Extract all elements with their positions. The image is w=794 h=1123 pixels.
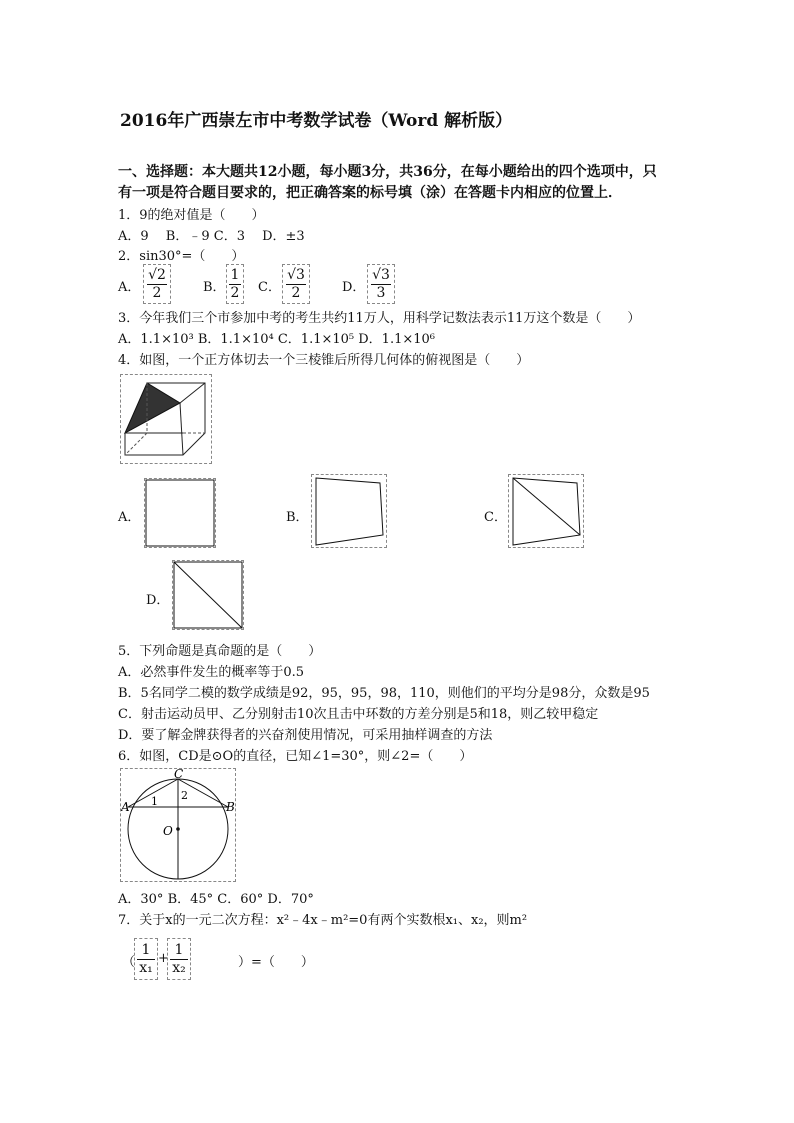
q6-circle-figure bbox=[120, 768, 236, 882]
q5-option-b: B．5名同学二模的数学成绩是92，95，95，98，110，则他们的平均分是98分，众数是95 bbox=[118, 686, 650, 701]
q1-options: A．9 B．﹣9 C．3 D．±3 bbox=[118, 229, 305, 244]
denominator: 2 bbox=[152, 284, 162, 301]
q3-stem: 3．今年我们三个市参加中考的考生共约11万人，用科学记数法表示11万这个数是（ ） bbox=[118, 311, 641, 326]
page-title: 2016年广西崇左市中考数学试卷（Word 解析版） bbox=[120, 111, 513, 131]
q1-stem: 1．9的绝对值是（ ） bbox=[118, 208, 265, 223]
q4-option-label-b: B． bbox=[286, 510, 309, 525]
numerator: √3 bbox=[287, 266, 305, 283]
section-header-line1: 一、选择题：本大题共12小题，每小题3分，共36分，在每小题给出的四个选项中，只 bbox=[118, 164, 657, 180]
q7-open-paren: （ bbox=[122, 955, 136, 970]
q2-option-label-b: B． bbox=[203, 280, 226, 295]
q2-option-label-c: C． bbox=[258, 280, 281, 295]
q2-fraction-d bbox=[367, 264, 395, 304]
section-header-line2: 有一项是符合题目要求的，把正确答案的标号填（涂）在答题卡内相应的位置上． bbox=[118, 185, 622, 201]
point-b-label: B bbox=[226, 800, 235, 814]
q6-stem: 6．如图，CD是⊙O的直径，已知∠1=30°，则∠2=（ ） bbox=[118, 749, 473, 764]
angle-1-label: 1 bbox=[151, 795, 158, 808]
numerator: 1 bbox=[141, 941, 151, 958]
point-c-label: C bbox=[174, 769, 184, 781]
q4-cube-figure bbox=[120, 374, 212, 464]
q2-option-label-d: D． bbox=[342, 280, 366, 295]
q2-fraction-c bbox=[282, 264, 310, 304]
q7-fraction-1 bbox=[134, 938, 158, 980]
q7-stem: 7．关于x的一元二次方程：x²﹣4x﹣m²=0有两个实数根x₁、x₂，则m² bbox=[118, 913, 528, 928]
q7-fraction-2 bbox=[167, 938, 191, 980]
q4-option-c-figure bbox=[508, 474, 584, 548]
numerator: 1 bbox=[230, 266, 240, 283]
point-o-label: O bbox=[163, 824, 173, 838]
q4-option-d-figure bbox=[172, 560, 244, 630]
q2-fraction-b bbox=[226, 264, 244, 304]
q7-tail: ）=（ ） bbox=[238, 955, 314, 970]
denominator: 2 bbox=[291, 284, 301, 301]
q4-stem: 4．如图，一个正方体切去一个三棱锥后所得几何体的俯视图是（ ） bbox=[118, 353, 530, 368]
q2-option-label-a: A． bbox=[118, 280, 141, 295]
q6-options: A．30° B．45° C．60° D．70° bbox=[118, 892, 314, 907]
numerator: 1 bbox=[174, 941, 184, 958]
q4-option-label-c: C． bbox=[484, 510, 507, 525]
q5-option-d: D．要了解金牌获得者的兴奋剂使用情况，可采用抽样调查的方法 bbox=[118, 728, 493, 743]
q2-stem: 2．sin30°=（ ） bbox=[118, 249, 245, 264]
q4-option-label-a: A． bbox=[118, 510, 141, 525]
q4-option-b-figure bbox=[311, 474, 387, 548]
q4-option-label-d: D． bbox=[146, 593, 170, 608]
denominator: 3 bbox=[376, 284, 386, 301]
q5-option-a: A．必然事件发生的概率等于0.5 bbox=[118, 665, 305, 680]
q7-plus: + bbox=[158, 951, 169, 966]
q4-option-a-figure bbox=[144, 478, 216, 548]
angle-2-label: 2 bbox=[181, 789, 188, 802]
q5-stem: 5．下列命题是真命题的是（ ） bbox=[118, 644, 322, 659]
denominator: x₂ bbox=[172, 959, 186, 976]
denominator: x₁ bbox=[139, 959, 153, 976]
q2-fraction-a bbox=[143, 264, 171, 304]
point-a-label: A bbox=[121, 800, 130, 814]
q3-options: A．1.1×10³ B．1.1×10⁴ C．1.1×10⁵ D．1.1×10⁶ bbox=[118, 332, 435, 347]
numerator: √3 bbox=[372, 266, 390, 283]
numerator: √2 bbox=[148, 266, 166, 283]
denominator: 2 bbox=[230, 284, 240, 301]
q5-option-c: C．射击运动员甲、乙分别射击10次且击中环数的方差分别是5和18，则乙较甲稳定 bbox=[118, 707, 599, 722]
